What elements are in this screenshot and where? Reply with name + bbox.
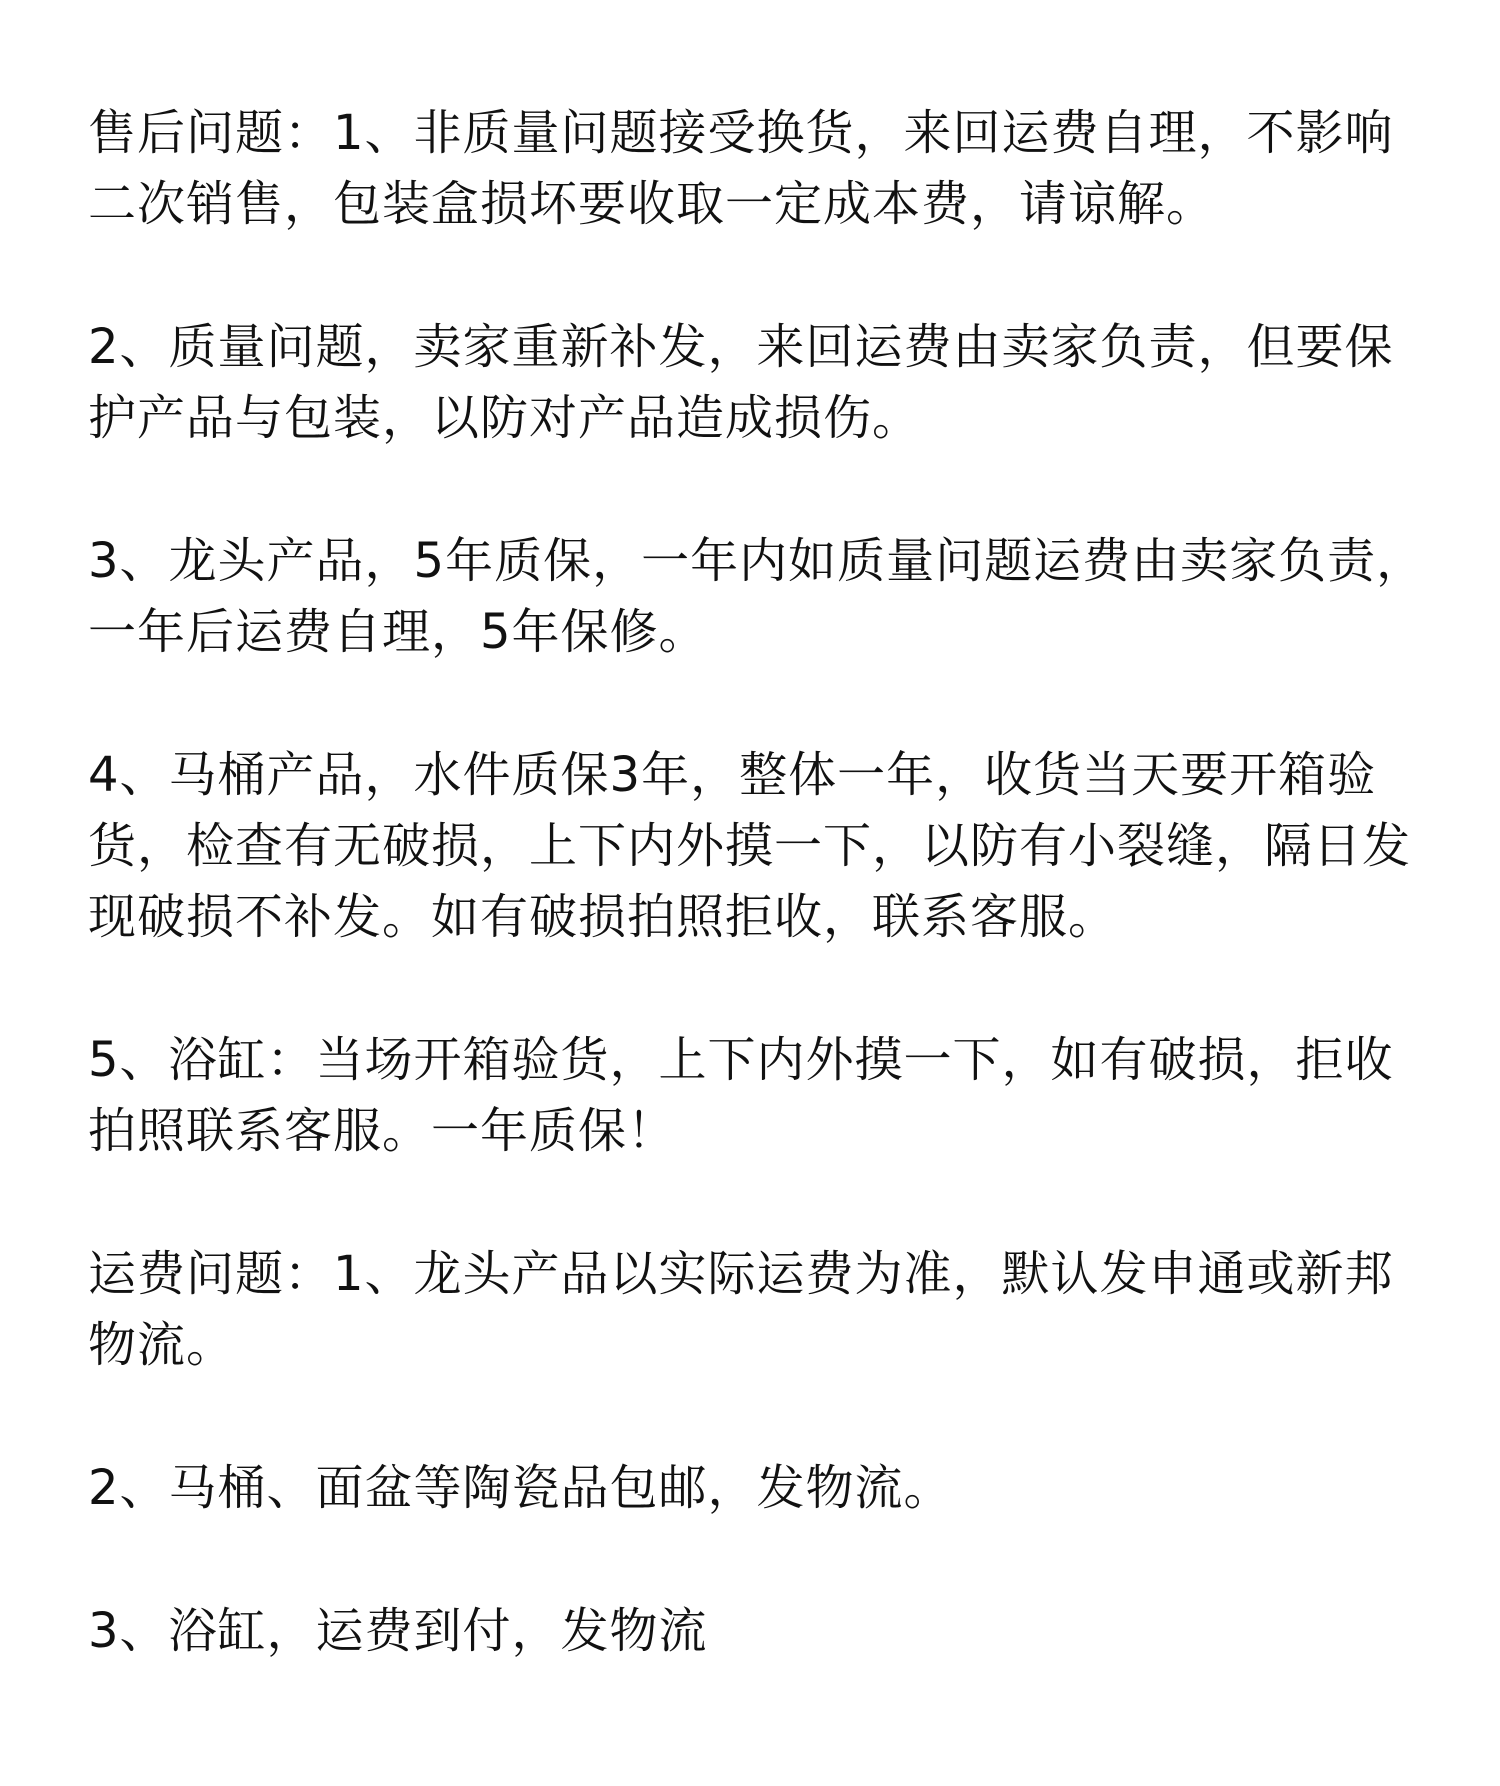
quality-issue-policy-paragraph: 2、质量问题，卖家重新补发，来回运费由卖家负责，但要保护产品与包装，以防对产品造成损伤。 <box>88 319 1394 446</box>
bathtub-inspection-paragraph: 5、浴缸：当场开箱验货，上下内外摸一下，如有破损，拒收拍照联系客服。一年质保！ <box>88 1032 1394 1159</box>
bathtub-shipping-paragraph: 3、浴缸，运费到付，发物流 <box>88 1603 708 1659</box>
ceramics-shipping-paragraph: 2、马桶、面盆等陶瓷品包邮，发物流。 <box>88 1460 953 1516</box>
toilet-inspection-paragraph: 4、马桶产品，水件质保3年，整体一年，收货当天要开箱验货，检查有无破损，上下内外摸一下，以防有小裂缝，隔日发现破损不补发。如有破损拍照拒收，联系客服。 <box>88 747 1412 945</box>
after-sales-policy-paragraph: 售后问题：1、非质量问题接受换货，来回运费自理，不影响二次销售，包装盒损坏要收取一定成本费，请谅解。 <box>88 105 1394 232</box>
faucet-warranty-paragraph: 3、龙头产品，5年质保，一年内如质量问题运费由卖家负责，一年后运费自理，5年保修。 <box>88 533 1426 660</box>
shipping-policy-paragraph: 运费问题：1、龙头产品以实际运费为准，默认发申通或新邦物流。 <box>88 1246 1394 1373</box>
policy-document <box>88 98 1428 1667</box>
